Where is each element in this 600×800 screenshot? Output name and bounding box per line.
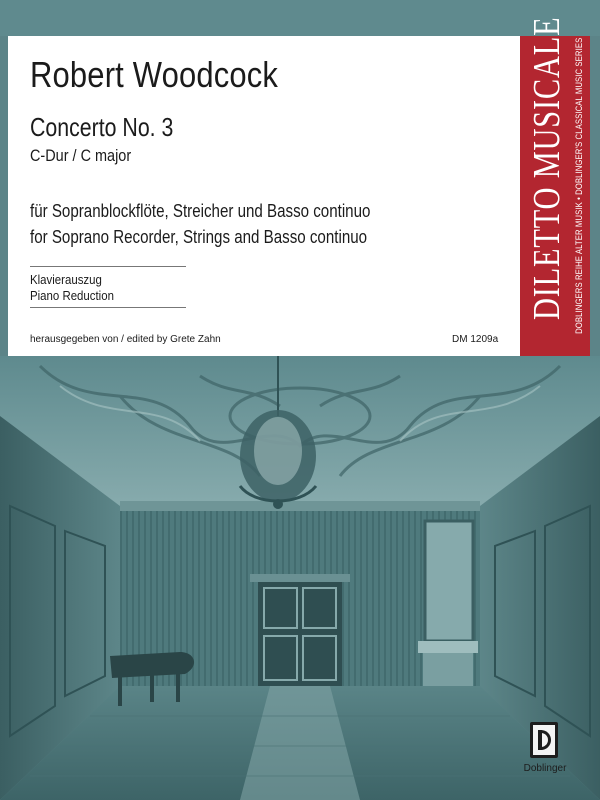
publisher-logo: [510, 722, 580, 788]
editor-credit: herausgegeben von / edited by Grete Zahn: [30, 334, 221, 345]
catalog-number: DM 1209a: [452, 334, 499, 345]
instrumentation-german: für Sopranblockflöte, Streicher und Basso continuo: [30, 201, 371, 221]
top-band: [0, 0, 600, 36]
edition-type-english: Piano Reduction: [30, 288, 114, 303]
doblinger-d-logo-icon: [530, 722, 558, 758]
composer-name: Robert Woodcock: [30, 54, 279, 95]
series-name: DILETTO MUSICALE: [526, 16, 568, 321]
publisher-name: Doblinger: [523, 763, 567, 774]
edition-type-german: Klavierauszug: [30, 272, 102, 287]
series-subtitle: DOBLINGERS REIHE ALTER MUSIK • DOBLINGER'S CLASSICAL MUSIC SERIES: [574, 37, 584, 334]
divider-top: [30, 266, 186, 267]
double-door: [258, 581, 342, 686]
divider-bottom: [30, 307, 186, 308]
work-title: Concerto No. 3: [30, 112, 174, 142]
mirror-niche: [425, 521, 473, 641]
work-key: C-Dur / C major: [30, 146, 132, 165]
series-band: [520, 16, 590, 358]
instrumentation-english: for Soprano Recorder, Strings and Basso continuo: [30, 227, 368, 247]
